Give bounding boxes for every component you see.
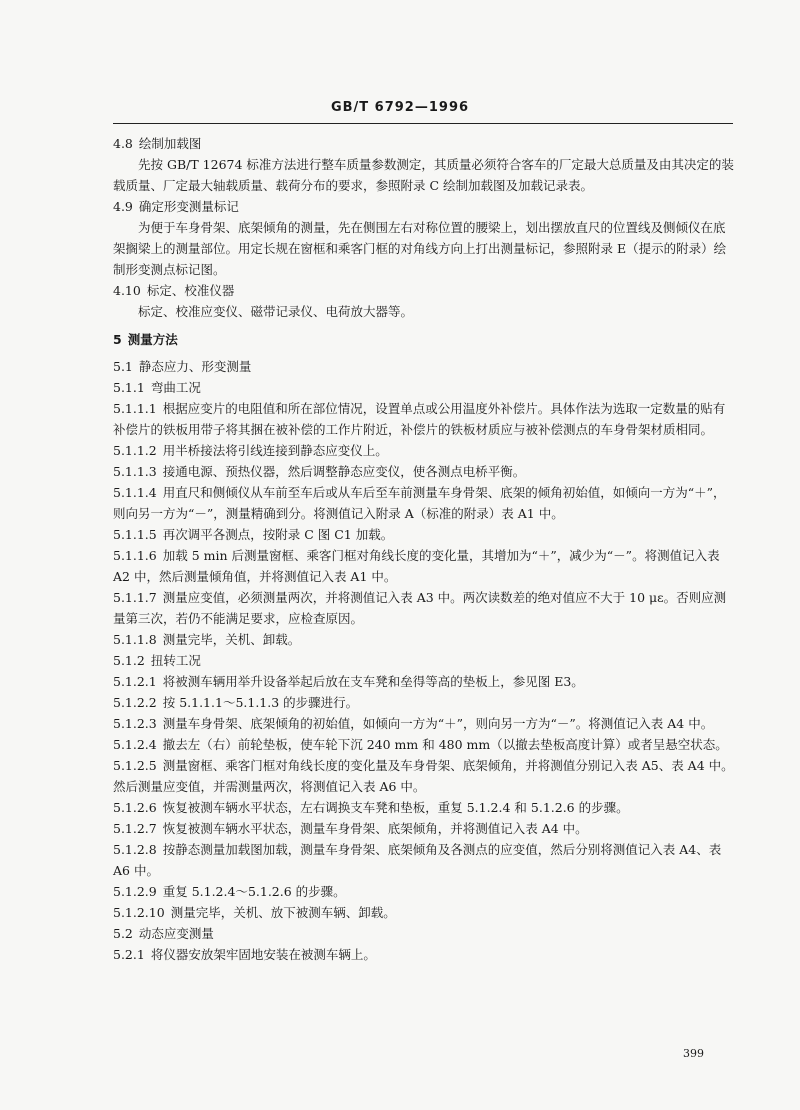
clause-4-10 [113,280,735,301]
header-rule [113,123,733,124]
clause-text: 测量应变值，必须测量两次，并将测值记入表 A3 中。两次读数差的绝对值应不大于 10 με。否则应测量第三次，若仍不能满足要求，应检查原因。 [113,590,727,626]
clause-5-1-2-5 [113,755,735,797]
clause-4-8 [113,133,735,154]
clause-5-1-2-7 [113,818,735,839]
clause-5-1-2 [113,650,735,671]
clause-5-1-1-4 [113,482,735,524]
clause-text: 标定、校准仪器 [146,283,235,298]
clause-text: 测量方法 [127,332,178,347]
clause-text: 再次调平各测点，按附录 C 图 C1 加载。 [162,527,394,542]
clause-number: 5.1.2.1 [113,674,157,689]
clause-number: 5.1.2.3 [113,716,157,731]
clause-number: 5.1.1.2 [113,443,157,458]
clause-number: 5 [113,332,122,347]
clause-text: 接通电源、预热仪器，然后调整静态应变仪，使各测点电桥平衡。 [162,464,526,479]
clause-text: 用直尺和侧倾仪从车前至车后或从车后至车前测量车身骨架、底架的倾角初始值，如倾向一方为“＋”，则向另一方为“－”，测量精确到分。将测值记入附录 A（标准的附录）表 A1 中。 [113,485,726,521]
clause-text: 测量窗框、乘客门框对角线长度的变化量及车身骨架、底架倾角，并将测值分别记入表 A5、表 A4 中。然后测量应变值，并需测量两次，将测值记入表 A6 中。 [113,758,734,794]
clause-text: 加载 5 min 后测量窗框、乘客门框对角线长度的变化量，其增加为“＋”，减少为“－”。将测值记入表 A2 中，然后测量倾角值，并将测值记入表 A1 中。 [113,548,720,584]
clause-5-1-1-1 [113,398,735,440]
clause-number: 5.1.1 [113,380,145,395]
clause-text: 根据应变片的电阻值和所在部位情况，设置单点或公用温度外补偿片。具体作法为选取一定数量的贴有补偿片的铁板用带子将其捆在被补偿的工作片附近，补偿片的铁板材质应与被补偿测点的车身骨架材质相同。 [113,401,726,437]
clause-5-1-2-8 [113,839,735,881]
clause-5-1-1 [113,377,735,398]
clause-number: 5.1.1.7 [113,590,157,605]
clause-number: 5.1.2.5 [113,758,157,773]
clause-number: 5.1 [113,359,133,374]
clause-number: 5.1.1.4 [113,485,157,500]
clause-5-1-2-6 [113,797,735,818]
clause-text: 用半桥接法将引线连接到静态应变仪上。 [162,443,388,458]
clause-number: 5.1.2.4 [113,737,157,752]
clause-text: 将被测车辆用举升设备举起后放在支车凳和垒得等高的垫板上，参见图 E3。 [162,674,584,689]
clause-number: 5.1.2 [113,653,145,668]
clause-text: 弯曲工况 [150,380,201,395]
clause-text: 标定、校准应变仪、磁带记录仪、电荷放大器等。 [138,304,414,319]
clause-5-1-1-3 [113,461,735,482]
document-body [113,133,735,965]
clause-number: 5.1.1.8 [113,632,157,647]
clause-5-1-2-2 [113,692,735,713]
clause-number: 5.2.1 [113,947,145,962]
clause-number: 5.2 [113,926,133,941]
clause-number: 5.1.1.5 [113,527,157,542]
clause-text: 按静态测量加载图加载，测量车身骨架、底架倾角及各测点的应变值，然后分别将测值记入表 A4、表 A6 中。 [113,842,722,878]
clause-text: 先按 GB/T 12674 标准方法进行整车质量参数测定，其质量必须符合客车的厂定最大总质量及由其决定的装载质量、厂定最大轴载质量、载荷分布的要求，参照附录 C 绘制加载图及加载记录表。 [113,157,734,193]
clause-number: 5.1.2.9 [113,884,157,899]
clause-5-1-2-1 [113,671,735,692]
clause-number: 5.1.1.1 [113,401,157,416]
clause-5-1-1-5 [113,524,735,545]
clause-text: 测量完毕，关机、卸载。 [162,632,301,647]
clause-5-1-2-3 [113,713,735,734]
standard-header: GB/T 6792—1996 [330,100,470,115]
clause-5-1 [113,356,735,377]
clause-5-2-1 [113,944,735,965]
clause-text: 为便于车身骨架、底架倾角的测量，先在侧围左右对称位置的腰梁上，划出摆放直尺的位置线及侧倾仪在底架搁梁上的测量部位。用定长规在窗框和乘客门框的对角线方向上打出测量标记，参照附录 E（提示的附录）绘制形变测点标记图。 [113,220,727,277]
clause-5-1-1-7 [113,587,735,629]
paragraph [113,217,735,280]
clause-number: 5.1.2.10 [113,905,165,920]
clause-text: 测量车身骨架、底架倾角的初始值，如倾向一方为“＋”，则向另一方为“－”。将测值记入表 A4 中。 [162,716,714,731]
clause-number: 4.10 [113,283,141,298]
clause-number: 4.9 [113,199,133,214]
clause-text: 确定形变测量标记 [138,199,239,214]
clause-text: 测量完毕，关机、放下被测车辆、卸载。 [170,905,396,920]
clause-5-1-2-9 [113,881,735,902]
paragraph [113,301,735,322]
clause-5-2 [113,923,735,944]
clause-4-9 [113,196,735,217]
clause-text: 绘制加载图 [138,136,202,151]
clause-number: 5.1.1.6 [113,548,157,563]
clause-5-1-1-8 [113,629,735,650]
clause-text: 恢复被测车辆水平状态，左右调换支车凳和垫板，重复 5.1.2.4 和 5.1.2.6 的步骤。 [162,800,629,815]
clause-number: 5.1.1.3 [113,464,157,479]
page-number: 399 [683,1047,704,1060]
clause-text: 撤去左（右）前轮垫板，使车轮下沉 240 mm 和 480 mm（以撤去垫板高度计算）或者呈悬空状态。 [162,737,728,752]
clause-text: 静态应力、形变测量 [138,359,252,374]
paragraph [113,154,735,196]
clause-text: 按 5.1.1.1～5.1.1.3 的步骤进行。 [162,695,359,710]
clause-number: 5.1.2.6 [113,800,157,815]
clause-number: 5.1.2.2 [113,695,157,710]
clause-5-1-2-4 [113,734,735,755]
clause-number: 5.1.2.7 [113,821,157,836]
clause-text: 恢复被测车辆水平状态，测量车身骨架、底架倾角，并将测值记入表 A4 中。 [162,821,588,836]
clause-number: 5.1.2.8 [113,842,157,857]
clause-5 [113,329,735,350]
clause-5-1-2-10 [113,902,735,923]
clause-5-1-1-2 [113,440,735,461]
clause-text: 动态应变测量 [138,926,214,941]
clause-text: 将仪器安放架牢固地安装在被测车辆上。 [150,947,376,962]
clause-text: 扭转工况 [150,653,201,668]
clause-text: 重复 5.1.2.4～5.1.2.6 的步骤。 [162,884,346,899]
clause-5-1-1-6 [113,545,735,587]
clause-number: 4.8 [113,136,133,151]
